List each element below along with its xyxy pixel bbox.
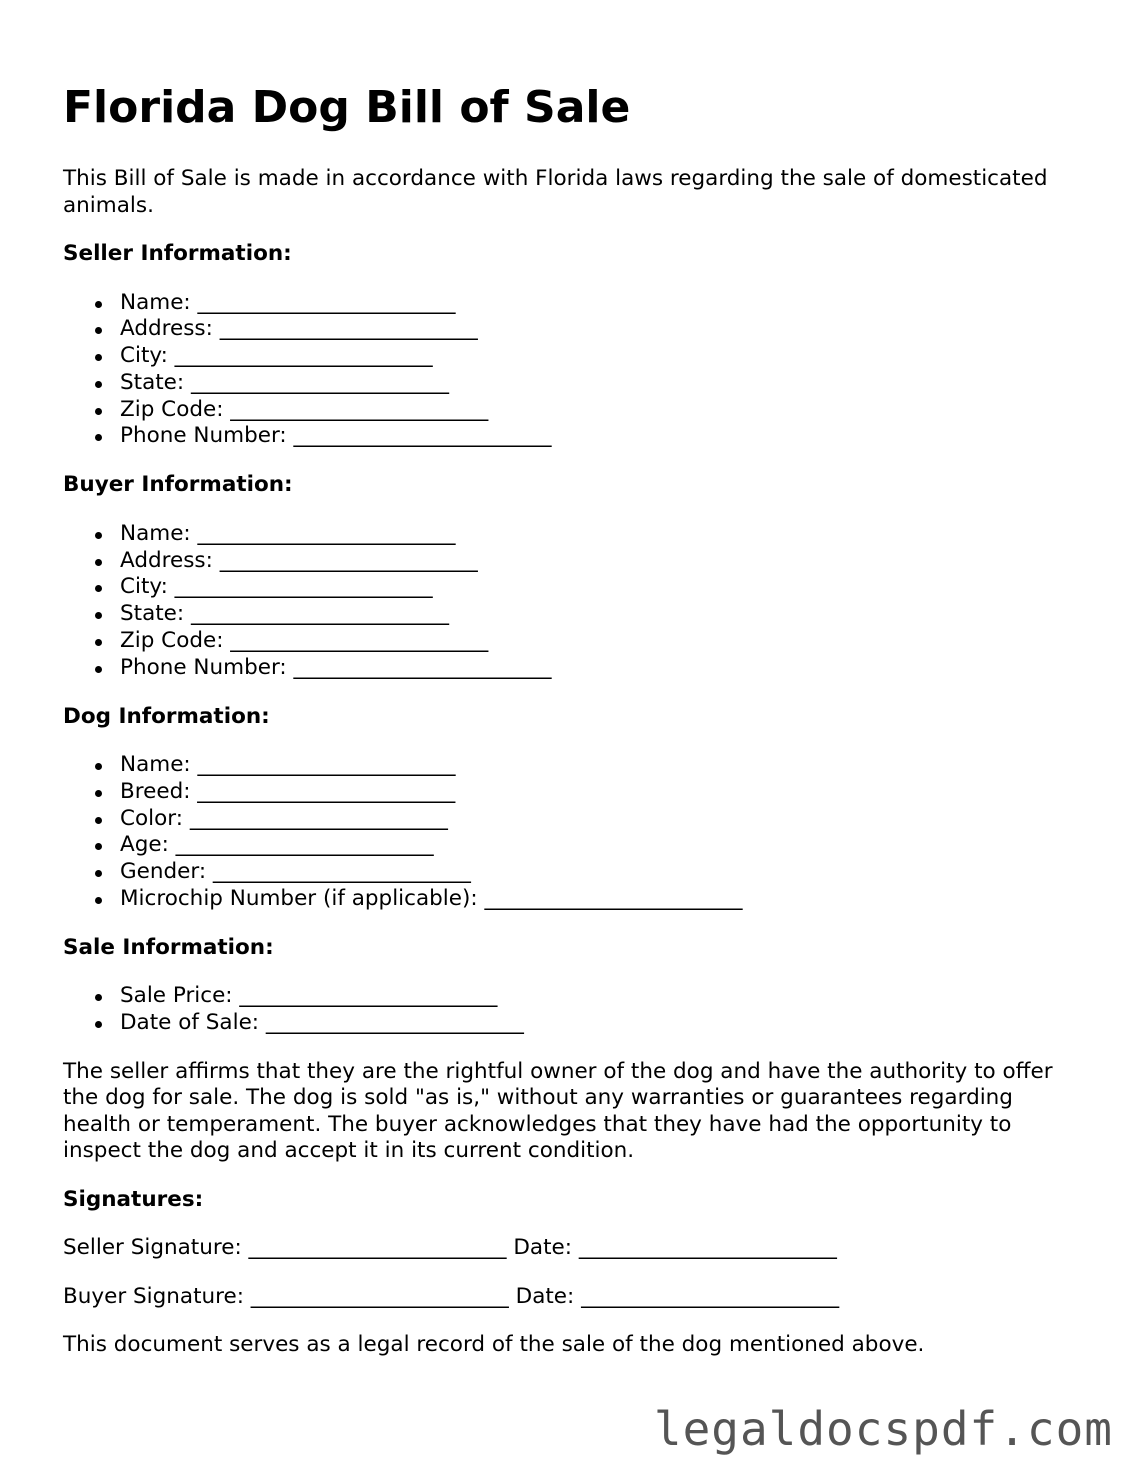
seller-state-field: State: ________________________: [120, 370, 1063, 397]
buyer-name-field: Name: ________________________: [120, 521, 1063, 548]
dog-gender-field: Gender: ________________________: [120, 859, 1063, 886]
closing-paragraph: This document serves as a legal record of the sale of the dog mentioned above.: [63, 1332, 925, 1358]
buyer-signature-line: Buyer Signature: ________________________ Date: ________________________: [63, 1283, 840, 1309]
seller-city-field: City: ________________________: [120, 343, 1063, 370]
signatures-heading: Signatures:: [63, 1186, 204, 1212]
sale-heading: Sale Information:: [63, 934, 274, 960]
buyer-zip-field: Zip Code: ________________________: [120, 628, 1063, 655]
document-title: Florida Dog Bill of Sale: [63, 82, 631, 133]
buyer-phone-field: Phone Number: ________________________: [120, 655, 1063, 682]
watermark: legaldocspdf.com: [653, 1402, 1113, 1456]
seller-address-field: Address: ________________________: [120, 316, 1063, 343]
buyer-heading: Buyer Information:: [63, 472, 293, 498]
sale-date-field: Date of Sale: ________________________: [120, 1010, 1063, 1037]
sale-price-field: Sale Price: ________________________: [120, 983, 1063, 1010]
seller-name-field: Name: ________________________: [120, 290, 1063, 317]
buyer-address-field: Address: ________________________: [120, 548, 1063, 575]
dog-color-field: Color: ________________________: [120, 806, 1063, 833]
dog-breed-field: Breed: ________________________: [120, 779, 1063, 806]
affirmation-paragraph: The seller affirms that they are the rightful owner of the dog and have the authority to offer the dog for sale. The dog is sold "as is," without any warranties or guarantees regarding health or temperament. The buyer acknowledges that they have had the opportunity to inspect the dog and accept it in its current condition.: [63, 1058, 1053, 1164]
dog-age-field: Age: ________________________: [120, 832, 1063, 859]
buyer-fields: [63, 521, 1063, 682]
seller-phone-field: Phone Number: ________________________: [120, 423, 1063, 450]
sale-fields: [63, 983, 1063, 1037]
buyer-city-field: City: ________________________: [120, 574, 1063, 601]
seller-fields: [63, 290, 1063, 451]
dog-heading: Dog Information:: [63, 703, 270, 729]
seller-signature-line: Seller Signature: ________________________ Date: ________________________: [63, 1235, 837, 1261]
dog-microchip-field: Microchip Number (if applicable): ________________________: [120, 886, 1063, 913]
dog-fields: [63, 752, 1063, 913]
dog-name-field: Name: ________________________: [120, 752, 1063, 779]
document: [63, 78, 1063, 1359]
seller-zip-field: Zip Code: ________________________: [120, 397, 1063, 424]
seller-heading: Seller Information:: [63, 241, 292, 266]
buyer-state-field: State: ________________________: [120, 601, 1063, 628]
intro-paragraph: This Bill of Sale is made in accordance with Florida laws regarding the sale of domesticated animals.: [63, 166, 1048, 218]
